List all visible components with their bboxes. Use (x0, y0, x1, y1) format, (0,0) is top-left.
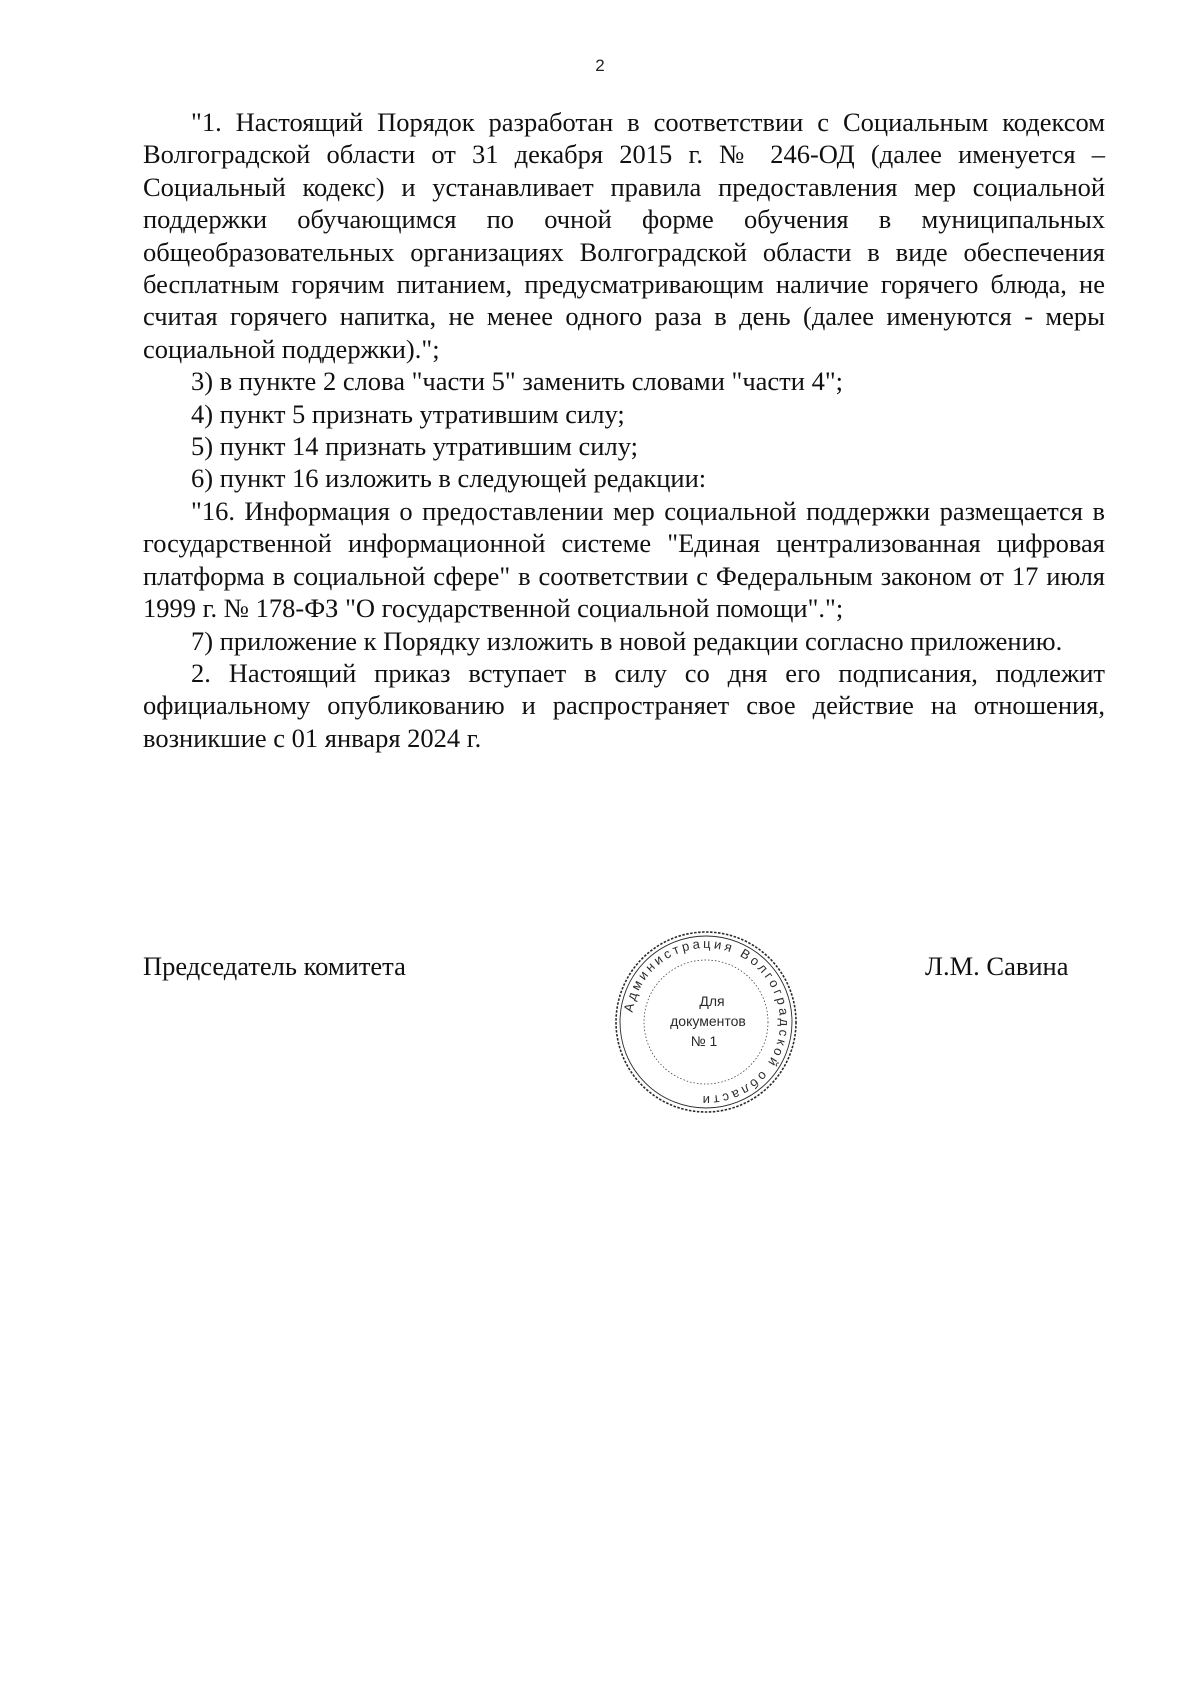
official-stamp (612, 928, 800, 1116)
stamp-ring-text: Администрация Волгоградской области (620, 935, 793, 1109)
paragraph-item-4: 4) пункт 5 признать утратившим силу; (191, 398, 625, 429)
paragraph-clause-16: "16. Информация о предоставлении мер социальной поддержки размещается в государственной информационной системе "Единая централизованная цифровая платформа в социальной сфере" в соответствии с Федеральным законом от 17 июля 1999 г. № 178-ФЗ "О государственной социальной помощи"."; (143, 495, 1105, 624)
paragraph-item-7: 7) приложение к Порядку изложить в новой редакции согласно приложению. (191, 625, 1063, 656)
paragraph-clause-1: "1. Настоящий Порядок разработан в соответствии с Социальным кодексом Волгоградской области от 31 декабря 2015 г. № 246-ОД (далее именуется – Социальный кодекс) и устанавливает правила предоставления мер социальной поддержки обучающимся по очной форме обучения в муниципальных общеобразовательных организациях Волгоградской области в виде обеспечения бесплатным горячим питанием, предусматривающим наличие горячего блюда, не считая горячего напитка, не менее одного раза в день (далее именуются - меры социальной поддержки)."; (143, 107, 1105, 364)
stamp-center-line-2: документов (670, 1013, 746, 1029)
stamp-center-line-3: № 1 (690, 1033, 718, 1049)
paragraph-item-3: 3) в пункте 2 слова "части 5" заменить словами "части 4"; (191, 366, 843, 397)
signatory-name: Л.М. Савина (925, 951, 1069, 981)
paragraph-order-2: 2. Настоящий приказ вступает в силу со дня его подписания, подлежит официальному опубликованию и распространяет свое действие на отношения, возникшие с 01 января 2024 г. (143, 657, 1105, 753)
paragraph-item-6: 6) пункт 16 изложить в следующей редакции: (191, 463, 707, 494)
stamp-center-line-1: Для (699, 993, 725, 1009)
paragraph-item-5: 5) пункт 14 признать утратившим силу; (191, 431, 638, 462)
page-number: 2 (595, 56, 605, 75)
signatory-title: Председатель комитета (143, 951, 406, 981)
document-body (143, 106, 1105, 754)
